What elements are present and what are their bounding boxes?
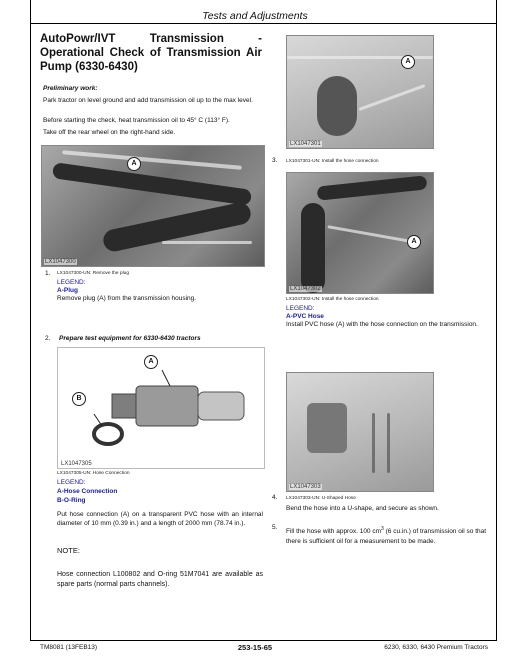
preliminary-heading: Preliminary work: [43, 85, 98, 92]
photo-install-hose-top [286, 35, 434, 149]
photo-u-shaped-hose [286, 372, 434, 492]
photo-code: LX1047301 [290, 141, 321, 147]
figure-caption: LX1047302-UN: Install the hose connection [286, 297, 379, 302]
step-text [286, 524, 492, 547]
step-number: 5. [272, 524, 278, 531]
step-number: 4. [272, 494, 278, 501]
photo-hose-connection [57, 347, 265, 469]
photo-install-hose [286, 172, 434, 294]
footer-left: TM8081 (13FEB13) [40, 644, 98, 651]
legend-item: A-Plug [57, 287, 78, 294]
hose-connection-drawing [58, 348, 264, 468]
footer-right: 6230, 6330, 6430 Premium Tractors [384, 644, 488, 651]
figure-caption: LX1047301-UN: Install the hose connection [286, 159, 379, 164]
header-title: Tests and Adjustments [202, 10, 308, 22]
step-text: Bend the hose into a U-shape, and secure as shown. [286, 505, 439, 512]
photo-code: LX1047302 [290, 286, 321, 292]
superscript: 3 [381, 526, 384, 532]
legend-item: A-PVC Hose [286, 313, 324, 320]
callout-a: A [407, 235, 421, 249]
step-text: Remove plug (A) from the transmission housing. [57, 295, 197, 302]
step-body: Put hose connection (A) on a transparent PVC hose with an internal diameter of 10 mm (0.39 in.) and a length of 2000 mm (78.74 in.). [57, 511, 263, 527]
preliminary-item: Before starting the check, heat transmission oil to 45° C (113° F). [43, 117, 230, 124]
page-title: AutoPowr/IVT Transmission - Operational Check of Transmission Air Pump (6330-6430) [40, 33, 262, 73]
header-rule [30, 23, 496, 24]
callout-b: B [72, 392, 86, 406]
photo-remove-plug [41, 145, 265, 267]
figure-caption: LX1047300-UN: Remove the plug [57, 271, 129, 276]
step-text: Prepare test equipment for 6330-6430 tractors [59, 335, 201, 342]
photo-code: LX1047305 [61, 461, 92, 467]
callout-a: A [401, 55, 415, 69]
legend-item: B-O-Ring [57, 497, 86, 504]
photo-code: LX1047300 [45, 259, 76, 265]
legend-heading: LEGEND: [286, 305, 315, 312]
callout-a: A [144, 355, 158, 369]
step-text: Install PVC hose (A) with the hose connection on the transmission. [286, 321, 478, 328]
note-text: Hose connection L100802 and O-ring 51M7041 are available as spare parts (normal parts channels). [57, 571, 263, 588]
preliminary-item: Park tractor on level ground and add transmission oil up to the max level. [43, 97, 253, 104]
legend-heading: LEGEND: [57, 479, 86, 486]
figure-caption: LX1047305-UN: Hose Connection [57, 471, 130, 476]
step-text-part: Fill the hose with approx. 100 cm [286, 528, 382, 536]
step-number: 3. [272, 157, 278, 164]
step-number: 1. [45, 270, 51, 277]
photo-code: LX1047303 [290, 484, 321, 490]
legend-item: A-Hose Connection [57, 488, 118, 495]
callout-a: A [127, 157, 141, 171]
footer-page-number: 253-15-65 [237, 643, 273, 652]
preliminary-item: Take off the rear wheel on the right-hand side. [43, 129, 176, 136]
figure-caption: LX1047303-UN: U-Shaped Hose [286, 496, 356, 501]
step-number: 2. [45, 335, 51, 342]
step-text-part: (6 cu.in.) of transmission oil so that there is sufficient oil for a measurement to be made. [286, 528, 487, 546]
note-label: NOTE: [57, 546, 80, 555]
legend-heading: LEGEND: [57, 279, 86, 286]
footer-rule [30, 640, 496, 641]
